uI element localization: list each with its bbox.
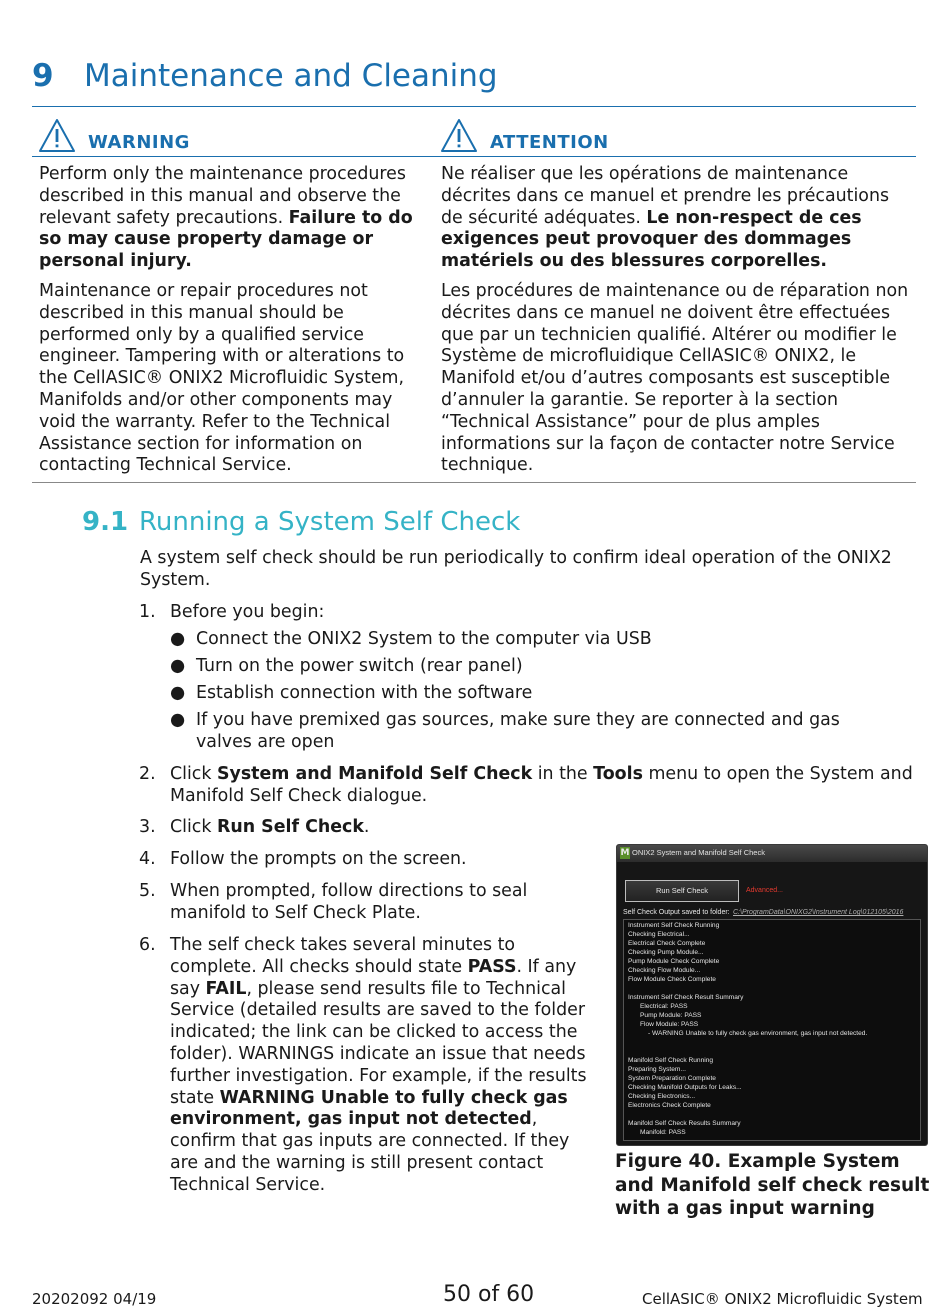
step-text: Before you begin:	[170, 602, 325, 622]
list-item	[139, 849, 589, 871]
list-item	[139, 817, 589, 839]
list-item	[139, 935, 589, 1220]
list-item	[170, 710, 870, 754]
step-text-bold: Run Self Check	[216, 817, 364, 837]
divider	[32, 156, 916, 157]
log-line: Checking Electrical...	[628, 931, 690, 938]
output-folder-label: Self Check Output saved to folder:	[623, 909, 730, 916]
warning-triangle-icon	[38, 118, 76, 154]
warning-text-bold: Failure to do so may cause property damage or personal injury.	[39, 207, 413, 272]
step-number: 3.	[139, 817, 156, 837]
step-text	[170, 764, 915, 808]
self-check-screenshot	[616, 844, 928, 1146]
warning-header-en	[38, 114, 190, 154]
app-logo-icon: M	[620, 848, 630, 858]
step-text-part: in the	[532, 764, 594, 784]
section-title: Running a System Self Check	[139, 507, 521, 537]
step-text-bold: FAIL	[205, 978, 247, 999]
footer-product: CellASIC® ONIX2 Microfluidic System	[642, 1290, 923, 1308]
step-text-part: Click	[170, 817, 217, 837]
self-check-log	[623, 919, 921, 1141]
log-line: Instrument Self Check Running	[628, 922, 720, 929]
step-text-part: The self check takes several minutes to complete. All checks should state	[170, 935, 516, 977]
chapter-number: 9	[32, 58, 54, 94]
warning-paragraph	[441, 164, 913, 273]
log-line: Checking Electronics...	[628, 1093, 696, 1100]
bullet-text: If you have premixed gas sources, make sure they are connected and gas valves are open	[196, 710, 840, 752]
step-text: Follow the prompts on the screen.	[170, 849, 467, 869]
list-item	[139, 764, 919, 808]
footer-doc-id: 20202092 04/19	[32, 1290, 157, 1308]
step-text-part: , please send results file to Technical Service (detailed results are saved to the folder indicated; the link can be clicked to access the folder). WARNINGS indicate an issue that needs further investigation. For example, if the results state	[170, 978, 587, 1108]
log-line: Pump Module: PASS	[640, 1012, 702, 1019]
bullet-icon: ●	[170, 656, 186, 676]
warning-paragraph	[39, 164, 431, 273]
log-line: Checking Manifold Outputs for Leaks...	[628, 1084, 742, 1091]
warning-label: WARNING	[88, 132, 190, 153]
step-number: 4.	[139, 849, 156, 869]
step-number: 6.	[139, 935, 156, 955]
output-folder-link[interactable]: C:\ProgramData\ONIXG2\Instrument Log\012105\2016	[733, 909, 904, 916]
log-line: Flow Module: PASS	[640, 1021, 699, 1028]
advanced-link[interactable]: Advanced...	[746, 887, 783, 894]
log-line: Electrical: PASS	[640, 1003, 688, 1010]
step-text-bold: PASS	[467, 956, 517, 977]
page-number: 50 of 60	[443, 1282, 535, 1307]
section-intro: A system self check should be run periodically to confirm ideal operation of the ONIX2 System.	[140, 548, 892, 590]
bullet-text: Connect the ONIX2 System to the computer via USB	[196, 629, 652, 649]
warning-paragraph: Maintenance or repair procedures not described in this manual should be performed only by a qualified service engineer. Tampering with or alterations to the CellASIC® ONIX2 Microfluidic System, Manifolds and/or other components may void the warranty. Refer to the Technical Assistance section for information on contacting Technical Service.	[39, 280, 405, 476]
log-line: Manifold: PASS	[640, 1129, 686, 1136]
window-titlebar	[617, 845, 927, 862]
section-number: 9.1	[82, 507, 129, 537]
warning-text: Perform only the maintenance procedures described in this manual and observe the relevant safety precautions.	[39, 164, 406, 228]
bullet-text: Turn on the power switch (rear panel)	[196, 656, 523, 676]
warning-paragraph: Les procédures de maintenance ou de réparation non décrites dans ce manuel ne doivent être effectuées que par un technicien qualifié. Altérer ou modifier le Système de microfluidique CellASIC® ONIX2, le Manifold et/ou d’autres composants est susceptible d’annuler la garantie. Se reporter à la section “Technical Assistance” pour de plus amples informations sur la façon de contacter notre Service technique.	[441, 280, 909, 476]
log-line: Checking Flow Module...	[628, 967, 701, 974]
step-text	[170, 817, 369, 839]
step-number: 1.	[139, 602, 156, 622]
warning-text: Ne réaliser que les opérations de maintenance décrites dans ce manuel et prendre les précautions de sécurité adéquates.	[441, 164, 890, 228]
warning-triangle-icon	[440, 118, 478, 154]
warning-text-bold: Le non-respect de ces exigences peut provoquer des dommages matériels ou des blessures corporelles.	[441, 207, 862, 272]
window-title: ONIX2 System and Manifold Self Check	[632, 848, 765, 857]
log-line: Manifold Self Check Running	[628, 1057, 714, 1064]
log-line: Electronics Check Complete	[628, 1102, 711, 1109]
step-text-part: .	[363, 817, 370, 837]
figure-caption: Figure 40. Example System and Manifold self check result with a gas input warning	[615, 1151, 930, 1219]
step-text-part: , confirm that gas inputs are connected. If they are and the warning is still present contact Technical Service.	[170, 1109, 570, 1195]
log-line: Pump Module Check Complete	[628, 958, 720, 965]
log-line: Preparing System...	[628, 1066, 686, 1073]
log-line: Electrical Check Complete	[628, 940, 706, 947]
bullet-icon: ●	[170, 629, 186, 649]
step-number: 5.	[139, 881, 156, 901]
chapter-title: Maintenance and Cleaning	[84, 58, 498, 94]
bullet-text: Establish connection with the software	[196, 683, 533, 703]
step-text: When prompted, follow directions to seal manifold to Self Check Plate.	[170, 881, 528, 923]
step-text-part: menu to open the System and Manifold Self Check dialogue.	[170, 764, 913, 806]
bullet-icon: ●	[170, 710, 186, 730]
log-line: Instrument Self Check Result Summary	[628, 994, 744, 1001]
list-item	[139, 602, 919, 624]
step-text-bold: Tools	[593, 764, 643, 784]
list-item	[139, 881, 589, 925]
step-text-bold: System and Manifold Self Check	[216, 764, 533, 784]
list-item	[170, 656, 870, 678]
log-line: Checking Pump Module...	[628, 949, 704, 956]
step-text-bold: WARNING Unable to fully check gas environment, gas input not detected	[170, 1087, 568, 1130]
step-text-part: Click	[170, 764, 217, 784]
list-item	[170, 683, 870, 705]
warning-header-fr	[440, 114, 609, 154]
attention-label: ATTENTION	[490, 132, 609, 153]
log-line-warning: - WARNING Unable to fully check gas environment, gas input not detected.	[648, 1030, 868, 1037]
run-self-check-button[interactable]: Run Self Check	[625, 880, 739, 902]
log-line: Manifold Self Check Results Summary	[628, 1120, 741, 1127]
step-text-part: . If any say	[170, 956, 577, 999]
warning-text-en	[39, 164, 431, 477]
log-line: Flow Module Check Complete	[628, 976, 716, 983]
log-line: System Preparation Complete	[628, 1075, 716, 1082]
divider	[32, 482, 916, 483]
divider	[32, 106, 916, 107]
step-text	[170, 935, 588, 1197]
list-item	[170, 629, 870, 651]
warning-text-fr	[441, 164, 913, 477]
bullet-icon: ●	[170, 683, 186, 703]
step-number: 2.	[139, 764, 156, 784]
